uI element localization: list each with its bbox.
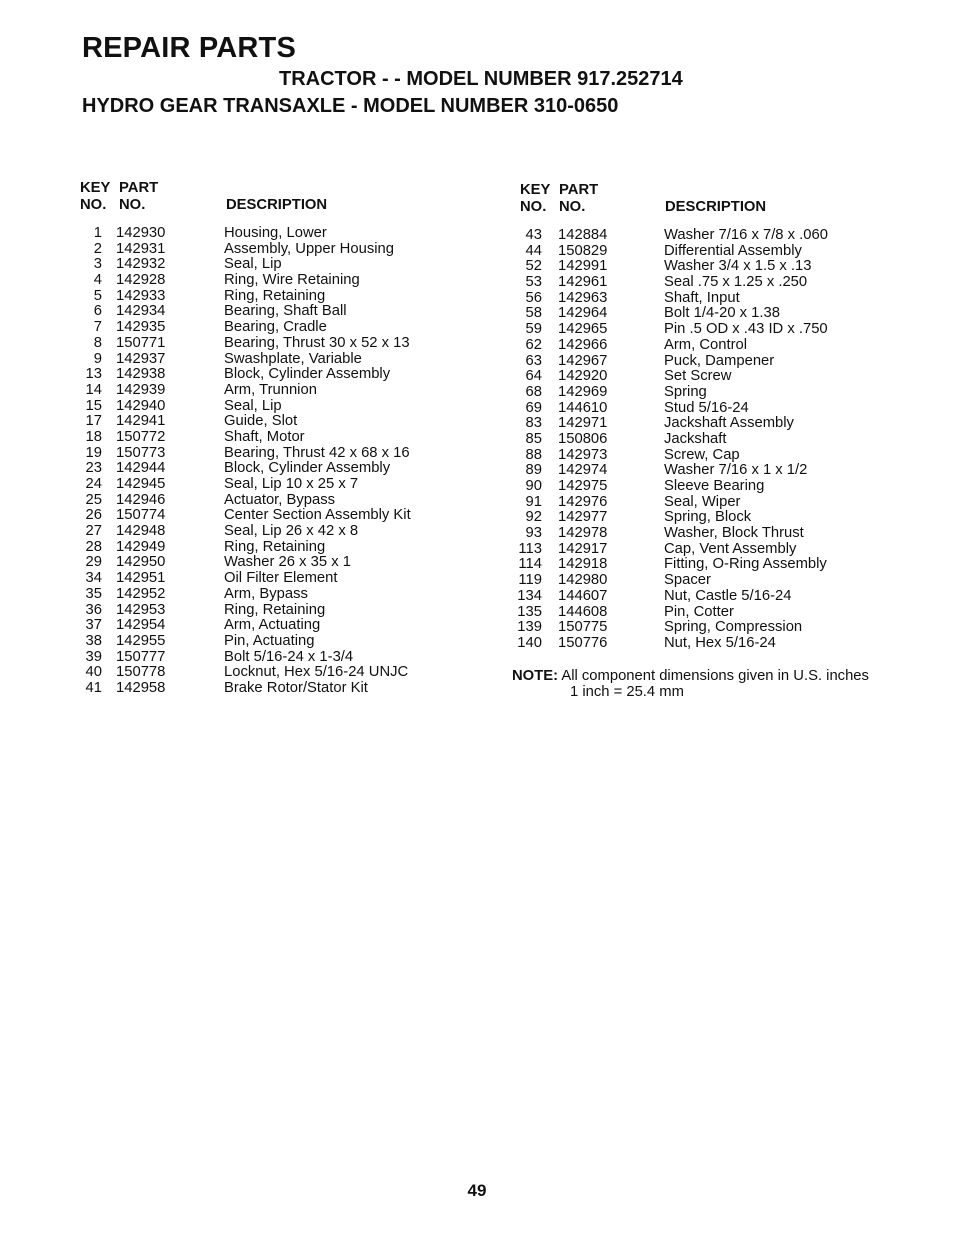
table-row bbox=[76, 650, 476, 666]
page-title: REPAIR PARTS bbox=[82, 32, 297, 64]
part-description: Pin, Actuating bbox=[224, 632, 315, 649]
part-description: Jackshaft bbox=[664, 430, 727, 447]
part-number: 142977 bbox=[558, 509, 608, 526]
key-number: 93 bbox=[525, 525, 542, 542]
part-number: 142961 bbox=[558, 274, 608, 291]
part-description: Oil Filter Element bbox=[224, 570, 338, 587]
table-row bbox=[512, 401, 932, 417]
key-number: 90 bbox=[525, 478, 542, 494]
table-row bbox=[76, 555, 476, 571]
part-description: Ring, Retaining bbox=[224, 601, 326, 618]
table-row bbox=[512, 416, 932, 432]
key-number: 14 bbox=[85, 381, 102, 398]
dimensions-note bbox=[512, 668, 932, 700]
key-number: 4 bbox=[93, 272, 102, 289]
part-description: Set Screw bbox=[664, 368, 732, 385]
key-number: 135 bbox=[517, 603, 542, 620]
part-number: 142950 bbox=[116, 554, 166, 571]
part-number: 142951 bbox=[116, 570, 166, 587]
part-number: 142937 bbox=[116, 350, 166, 367]
table-row bbox=[76, 665, 476, 681]
part-number: 142955 bbox=[116, 632, 166, 649]
table-row bbox=[76, 352, 476, 368]
description-header: DESCRIPTION bbox=[665, 199, 767, 215]
part-description: Seal, Wiper bbox=[664, 493, 741, 510]
part-number: 142933 bbox=[116, 287, 166, 304]
part-number: 142928 bbox=[116, 272, 166, 289]
part-description: Nut, Hex 5/16-24 bbox=[664, 634, 776, 651]
part-description: Washer, Block Thrust bbox=[664, 525, 804, 542]
key-number: 36 bbox=[85, 601, 102, 618]
part-description: Arm, Control bbox=[664, 336, 748, 353]
part-number: 142946 bbox=[116, 491, 166, 508]
key-number: 44 bbox=[525, 242, 542, 259]
part-number: 142941 bbox=[116, 413, 166, 430]
part-description: Guide, Slot bbox=[224, 413, 298, 430]
key-number: 89 bbox=[525, 462, 542, 479]
part-number: 150777 bbox=[116, 648, 166, 665]
part-number: 142964 bbox=[558, 305, 608, 322]
key-number: 68 bbox=[525, 383, 542, 400]
part-number: 142935 bbox=[116, 319, 166, 336]
key-number: 9 bbox=[93, 350, 102, 367]
table-header-right bbox=[512, 182, 932, 228]
part-description: Bearing, Thrust 30 x 52 x 13 bbox=[224, 334, 410, 351]
note-line1 bbox=[512, 668, 932, 684]
part-description: Arm, Trunnion bbox=[224, 381, 317, 398]
part-header-line1: PART bbox=[559, 182, 599, 198]
key-number: 23 bbox=[85, 460, 102, 477]
part-number: 144610 bbox=[558, 399, 608, 416]
table-row bbox=[512, 557, 932, 573]
table-row bbox=[76, 383, 476, 399]
key-number: 25 bbox=[85, 491, 102, 508]
part-number: 142978 bbox=[558, 525, 608, 542]
key-number: 34 bbox=[85, 570, 102, 587]
part-description: Jackshaft Assembly bbox=[664, 415, 794, 432]
part-description: Differential Assembly bbox=[664, 242, 802, 259]
part-description: Shaft, Input bbox=[664, 289, 740, 306]
table-row bbox=[512, 448, 932, 464]
table-row bbox=[512, 306, 932, 322]
part-description: Block, Cylinder Assembly bbox=[224, 366, 391, 383]
part-description: Center Section Assembly Kit bbox=[224, 507, 411, 524]
key-number: 1 bbox=[93, 225, 102, 241]
note-line2: 1 inch = 25.4 mm bbox=[570, 683, 684, 700]
key-header-line1: KEY bbox=[80, 180, 111, 196]
key-number: 88 bbox=[525, 446, 542, 463]
table-row bbox=[512, 275, 932, 291]
part-number: 142975 bbox=[558, 478, 608, 494]
key-number: 56 bbox=[525, 289, 542, 306]
key-number: 26 bbox=[85, 507, 102, 524]
key-number: 113 bbox=[518, 540, 542, 557]
part-description: Arm, Actuating bbox=[224, 617, 321, 634]
table-row bbox=[76, 289, 476, 305]
part-description: Pin, Cotter bbox=[664, 603, 734, 620]
key-number: 18 bbox=[85, 428, 102, 445]
key-number: 19 bbox=[85, 444, 102, 461]
key-header-line2: NO. bbox=[520, 199, 547, 215]
key-number: 114 bbox=[518, 556, 542, 573]
part-number: 142917 bbox=[558, 540, 608, 557]
parts-list-left bbox=[76, 226, 476, 697]
part-number: 142971 bbox=[558, 415, 608, 432]
part-number: 142940 bbox=[116, 397, 166, 414]
table-row bbox=[76, 508, 476, 524]
part-description: Spring, Compression bbox=[664, 619, 803, 636]
part-description: Spring, Block bbox=[664, 509, 752, 526]
note-label: NOTE: bbox=[512, 667, 559, 684]
key-number: 7 bbox=[93, 319, 102, 336]
table-row bbox=[76, 446, 476, 462]
table-row bbox=[512, 526, 932, 542]
part-description: Washer 7/16 x 7/8 x .060 bbox=[664, 227, 828, 243]
part-number: 142938 bbox=[116, 366, 166, 383]
part-number: 150774 bbox=[116, 507, 166, 524]
table-row bbox=[512, 605, 932, 621]
table-row bbox=[76, 540, 476, 556]
part-number: 150778 bbox=[116, 664, 166, 681]
parts-table-left bbox=[76, 180, 476, 697]
table-row bbox=[76, 273, 476, 289]
part-description: Seal .75 x 1.25 x .250 bbox=[664, 274, 808, 291]
key-number: 85 bbox=[525, 430, 542, 447]
table-row bbox=[512, 354, 932, 370]
table-row bbox=[76, 320, 476, 336]
table-row bbox=[76, 587, 476, 603]
part-description: Screw, Cap bbox=[664, 446, 740, 463]
key-number: 58 bbox=[525, 305, 542, 322]
table-row bbox=[512, 338, 932, 354]
part-header-line2: NO. bbox=[559, 199, 586, 215]
part-number: 142963 bbox=[558, 289, 608, 306]
table-row bbox=[76, 681, 476, 697]
table-row bbox=[76, 257, 476, 273]
key-number: 83 bbox=[525, 415, 542, 432]
table-row bbox=[512, 589, 932, 605]
part-description: Washer 3/4 x 1.5 x .13 bbox=[664, 258, 812, 275]
part-description: Washer 26 x 35 x 1 bbox=[224, 554, 351, 571]
part-number: 142918 bbox=[558, 556, 608, 573]
key-number: 13 bbox=[85, 366, 102, 383]
part-header-line1: PART bbox=[119, 180, 159, 196]
part-description: Bolt 1/4-20 x 1.38 bbox=[664, 305, 780, 322]
table-row bbox=[76, 618, 476, 634]
table-row bbox=[76, 367, 476, 383]
table-row bbox=[512, 479, 932, 495]
part-description: Ring, Retaining bbox=[224, 538, 326, 555]
parts-table-right bbox=[512, 182, 932, 700]
table-row bbox=[76, 477, 476, 493]
key-header-line2: NO. bbox=[80, 197, 107, 213]
part-description: Ring, Retaining bbox=[224, 287, 326, 304]
key-number: 17 bbox=[85, 413, 102, 430]
key-number: 91 bbox=[525, 493, 542, 510]
key-number: 28 bbox=[85, 538, 102, 555]
key-number: 119 bbox=[518, 572, 542, 589]
table-row bbox=[76, 414, 476, 430]
part-number: 150776 bbox=[558, 634, 608, 651]
part-number: 142976 bbox=[558, 493, 608, 510]
part-description: Bearing, Shaft Ball bbox=[224, 303, 347, 320]
table-row bbox=[512, 244, 932, 260]
part-description: Bearing, Thrust 42 x 68 x 16 bbox=[224, 444, 410, 461]
table-row bbox=[76, 430, 476, 446]
part-description: Pin .5 OD x .43 ID x .750 bbox=[664, 321, 828, 338]
table-row bbox=[76, 603, 476, 619]
key-number: 35 bbox=[85, 585, 102, 602]
table-row bbox=[512, 385, 932, 401]
table-row bbox=[512, 510, 932, 526]
table-header-left bbox=[76, 180, 476, 226]
part-number: 142948 bbox=[116, 523, 166, 540]
table-row bbox=[76, 634, 476, 650]
part-number: 150772 bbox=[116, 428, 166, 445]
key-number: 27 bbox=[85, 523, 102, 540]
part-number: 142954 bbox=[116, 617, 166, 634]
part-number: 142920 bbox=[558, 368, 608, 385]
part-number: 142967 bbox=[558, 352, 608, 369]
key-number: 24 bbox=[85, 476, 102, 492]
part-description: Cap, Vent Assembly bbox=[664, 540, 797, 557]
table-row bbox=[512, 620, 932, 636]
part-number: 150829 bbox=[558, 242, 608, 259]
part-description: Seal, Lip bbox=[224, 397, 282, 414]
part-number: 142958 bbox=[116, 679, 166, 696]
part-description: Washer 7/16 x 1 x 1/2 bbox=[664, 462, 808, 479]
part-description: Fitting, O-Ring Assembly bbox=[664, 556, 827, 573]
part-description: Spring bbox=[664, 383, 707, 400]
part-number: 142939 bbox=[116, 381, 166, 398]
part-number: 150773 bbox=[116, 444, 166, 461]
page-number: 49 bbox=[467, 1181, 487, 1200]
table-row bbox=[512, 573, 932, 589]
part-number: 142944 bbox=[116, 460, 166, 477]
part-description: Seal, Lip bbox=[224, 256, 282, 273]
table-row bbox=[76, 226, 476, 242]
table-row bbox=[76, 461, 476, 477]
part-number: 142969 bbox=[558, 383, 608, 400]
key-number: 52 bbox=[525, 258, 542, 275]
part-description: Assembly, Upper Housing bbox=[224, 240, 394, 257]
table-row bbox=[512, 463, 932, 479]
part-description: Actuator, Bypass bbox=[224, 491, 336, 508]
table-row bbox=[76, 571, 476, 587]
key-number: 69 bbox=[525, 399, 542, 416]
part-number: 142949 bbox=[116, 538, 166, 555]
part-description: Arm, Bypass bbox=[224, 585, 308, 602]
table-row bbox=[76, 304, 476, 320]
part-description: Bearing, Cradle bbox=[224, 319, 327, 336]
part-number: 142952 bbox=[116, 585, 166, 602]
part-number: 142965 bbox=[558, 321, 608, 338]
table-row bbox=[512, 259, 932, 275]
table-row bbox=[512, 291, 932, 307]
key-number: 43 bbox=[525, 227, 542, 243]
key-number: 37 bbox=[85, 617, 102, 634]
part-description: Sleeve Bearing bbox=[664, 478, 765, 494]
part-header-line2: NO. bbox=[119, 197, 146, 213]
table-row bbox=[512, 432, 932, 448]
part-number: 142934 bbox=[116, 303, 166, 320]
table-row bbox=[512, 322, 932, 338]
table-row bbox=[512, 542, 932, 558]
key-header-line1: KEY bbox=[520, 182, 551, 198]
part-number: 142973 bbox=[558, 446, 608, 463]
part-number: 150775 bbox=[558, 619, 608, 636]
table-row bbox=[76, 493, 476, 509]
part-description: Spacer bbox=[664, 572, 711, 589]
part-description: Locknut, Hex 5/16-24 UNJC bbox=[224, 664, 409, 681]
table-row bbox=[76, 242, 476, 258]
description-header: DESCRIPTION bbox=[226, 197, 328, 213]
part-description: Housing, Lower bbox=[224, 225, 327, 241]
parts-list-right bbox=[512, 228, 932, 652]
key-number: 6 bbox=[93, 303, 102, 320]
key-number: 53 bbox=[525, 274, 542, 291]
table-row bbox=[512, 369, 932, 385]
part-description: Seal, Lip 26 x 42 x 8 bbox=[224, 523, 359, 540]
table-row bbox=[512, 636, 932, 652]
part-number: 144608 bbox=[558, 603, 608, 620]
part-description: Swashplate, Variable bbox=[224, 350, 362, 367]
part-description: Nut, Castle 5/16-24 bbox=[664, 587, 792, 604]
part-number: 142931 bbox=[116, 240, 166, 257]
part-number: 142930 bbox=[116, 225, 166, 241]
key-number: 39 bbox=[85, 648, 102, 665]
key-number: 134 bbox=[517, 587, 542, 604]
key-number: 92 bbox=[525, 509, 542, 526]
key-number: 8 bbox=[93, 334, 102, 351]
key-number: 38 bbox=[85, 632, 102, 649]
part-number: 142991 bbox=[558, 258, 608, 275]
key-number: 5 bbox=[93, 287, 102, 304]
key-number: 40 bbox=[85, 664, 102, 681]
part-description: Brake Rotor/Stator Kit bbox=[224, 679, 368, 696]
part-number: 142945 bbox=[116, 476, 166, 492]
key-number: 140 bbox=[517, 634, 542, 651]
transaxle-model-heading: HYDRO GEAR TRANSAXLE - MODEL NUMBER 310-0650 bbox=[82, 95, 619, 117]
key-number: 62 bbox=[525, 336, 542, 353]
key-number: 64 bbox=[525, 368, 542, 385]
tractor-model-heading: TRACTOR - - MODEL NUMBER 917.252714 bbox=[279, 68, 683, 90]
part-number: 142966 bbox=[558, 336, 608, 353]
part-description: Stud 5/16-24 bbox=[664, 399, 749, 416]
part-description: Ring, Wire Retaining bbox=[224, 272, 360, 289]
part-number: 142932 bbox=[116, 256, 166, 273]
key-number: 139 bbox=[517, 619, 542, 636]
part-number: 150806 bbox=[558, 430, 608, 447]
part-description: Seal, Lip 10 x 25 x 7 bbox=[224, 476, 359, 492]
key-number: 3 bbox=[93, 256, 102, 273]
part-description: Block, Cylinder Assembly bbox=[224, 460, 391, 477]
part-description: Shaft, Motor bbox=[224, 428, 305, 445]
part-number: 144607 bbox=[558, 587, 608, 604]
part-number: 142884 bbox=[558, 227, 608, 243]
part-number: 142980 bbox=[558, 572, 608, 589]
part-description: Puck, Dampener bbox=[664, 352, 775, 369]
note-text: All component dimensions given in U.S. inches bbox=[561, 667, 869, 684]
table-row bbox=[76, 524, 476, 540]
key-number: 15 bbox=[85, 397, 102, 414]
key-number: 63 bbox=[525, 352, 542, 369]
key-number: 2 bbox=[93, 240, 102, 257]
part-description: Bolt 5/16-24 x 1-3/4 bbox=[224, 648, 354, 665]
key-number: 41 bbox=[85, 679, 102, 696]
part-number: 142953 bbox=[116, 601, 166, 618]
table-row bbox=[512, 228, 932, 244]
part-number: 150771 bbox=[116, 334, 166, 351]
key-number: 29 bbox=[85, 554, 102, 571]
table-row bbox=[512, 495, 932, 511]
table-row bbox=[76, 399, 476, 415]
part-number: 142974 bbox=[558, 462, 608, 479]
key-number: 59 bbox=[525, 321, 542, 338]
table-row bbox=[76, 336, 476, 352]
